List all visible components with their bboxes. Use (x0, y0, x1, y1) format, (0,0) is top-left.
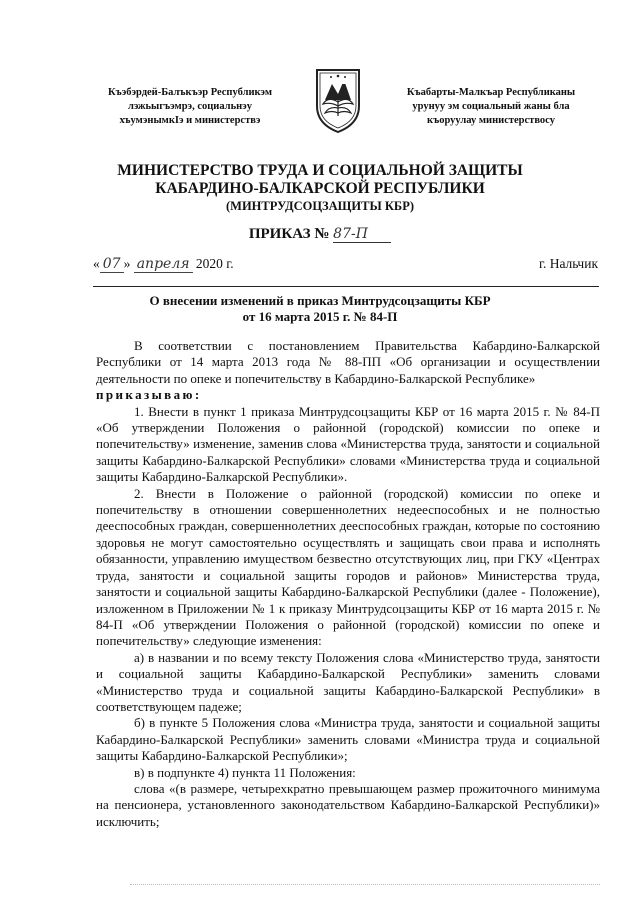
date-day: 07 (100, 256, 124, 273)
header-balkar-line: Къабарты-Малкъар Республиканы (406, 87, 576, 98)
order-heading (0, 226, 640, 243)
header-balkar-line: урунуу эм социальный жаны бла (412, 101, 570, 112)
header-kabardian-line: хъумэнымкIэ и министерствэ (119, 115, 261, 126)
coat-of-arms-icon (313, 66, 363, 134)
date-close-quote: » (123, 256, 131, 271)
order-subject-line1: О внесении изменений в приказ Минтрудсоцзащиты КБР (149, 293, 491, 308)
clause-2c-text-paragraph: слова «(в размере, четырехкратно превышающем размер прожиточного минимума на пенсионера, установленного законодательством Кабардино-Балкарской Республики)» исключить; (96, 780, 600, 829)
header-kabardian (80, 86, 300, 128)
header-kabardian-line: лэжьыгъэмрэ, социальнэу (128, 101, 252, 112)
order-subject (0, 293, 640, 325)
order-subject-line2: от 16 марта 2015 г. № 84-П (242, 309, 398, 324)
order-label: ПРИКАЗ № (248, 226, 330, 242)
order-date (93, 256, 234, 272)
header-balkar (386, 86, 596, 128)
order-body (96, 338, 600, 830)
clause-1-paragraph: 1. Внести в пункт 1 приказа Минтрудсоцзащиты КБР от 16 марта 2015 г. № 84-П «Об утверждении Положения о районной (городской) комиссии по опеке и попечительству» изменение, заменив слова «Министерства труда, занятости и социальной защиты Кабардино-Балкарской Республики» словами «Министерства труда и социальной защиты Кабардино-Балкарской Республики». (96, 403, 600, 485)
clause-2-paragraph: 2. Внести в Положение о районной (городской) комиссии по опеке и попечительству в отношении совершеннолетних недееспособных и не полностью дееспособных граждан, совершеннолетних дееспособных граждан, которые по состоянию здоровья не могут самостоятельно осуществлять и защищать свои права и исполнять обязанности, управлению имуществом безвестно отсутствующих лиц, при ГКУ «Центрах труда, занятости и социальной защиты городов и районов» Министерства труда, занятости и социальной защиты Кабардино-Балкарской Республики (далее - Положение), изложенном в Приложении № 1 к приказу Минтрудсоцзащиты КБР от 16 марта 2015 г. № 84-П «Об утверждении Положения о районной (городской) комиссии по опеке и попечительству» следующие изменения: (96, 485, 600, 649)
date-year: 2020 г. (195, 256, 234, 271)
city-name: г. Нальчик (538, 256, 598, 271)
order-number: 87-П (333, 226, 391, 243)
date-line (93, 256, 598, 272)
ministry-title-line1: МИНИСТЕРСТВО ТРУДА И СОЦИАЛЬНОЙ ЗАЩИТЫ (117, 162, 523, 179)
clause-2c-paragraph: в) в подпункте 4) пункта 11 Положения: (134, 764, 356, 780)
header-kabardian-line: Къэбэрдей-Балъкъэр Республикэм (107, 87, 273, 98)
date-month: апреля (134, 256, 193, 273)
ministry-title (0, 162, 640, 214)
order-command: приказываю: (96, 387, 202, 403)
header-divider (93, 286, 599, 287)
scan-artifact-line (130, 884, 600, 885)
clause-2b-paragraph: б) в пункте 5 Положения слова «Министра труда, занятости и социальной защиты Кабардино-Балкарской Республики» заменить словами «Министра труда и социальной защиты Кабардино-Балкарской Республики»; (96, 715, 600, 764)
header-balkar-line: къоруулау министерствосу (427, 115, 555, 126)
preamble-paragraph: В соответствии с постановлением Правительства Кабардино-Балкарской Республики от 14 марта 2013 года № 88-ПП «Об организации и осуществлении деятельности по опеке и попечительству в Кабардино-Балкарской Республике» (96, 338, 600, 386)
date-open-quote: « (93, 256, 100, 271)
ministry-title-line2: КАБАРДИНО-БАЛКАРСКОЙ РЕСПУБЛИКИ (155, 180, 485, 197)
clause-2a-paragraph: а) в названии и по всему тексту Положения слова «Министерство труда, занятости и социальной защиты Кабардино-Балкарской Республики» заменить словами «Министерство труда и социальной защиты Кабардино-Балкарской Республики» в соответствующем падеже; (96, 649, 600, 714)
ministry-abbreviation: (МИНТРУДСОЦЗАЩИТЫ КБР) (226, 199, 414, 213)
